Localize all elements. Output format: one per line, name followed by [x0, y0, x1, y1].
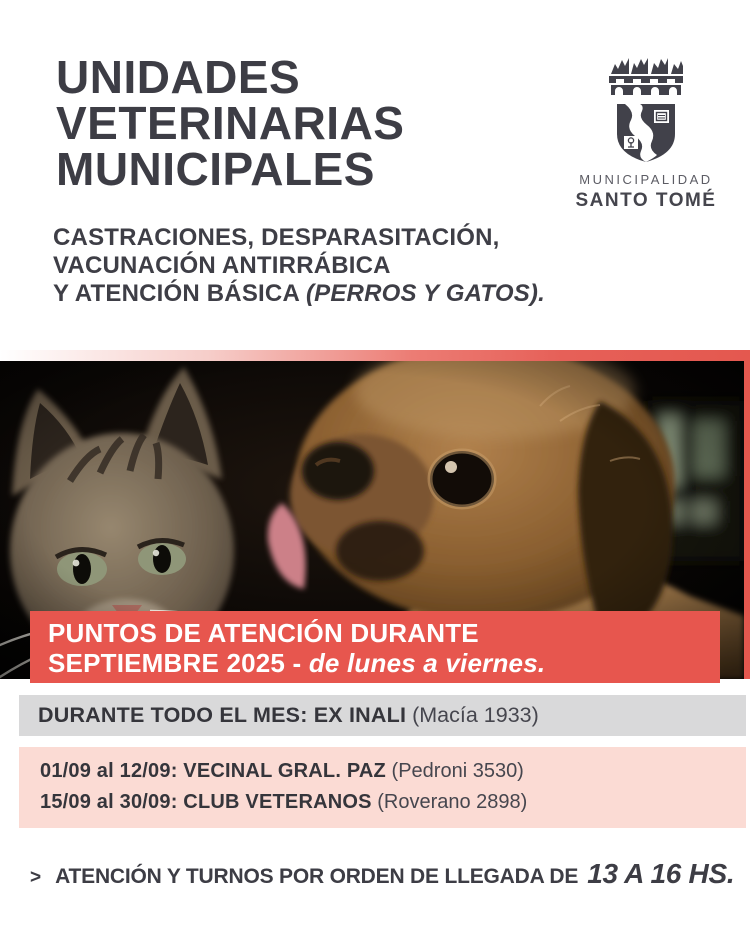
photo-right-red-edge — [744, 350, 750, 679]
shield-emblem-building — [654, 110, 669, 123]
crown-icon — [609, 58, 683, 95]
schedule-row-2: 15/09 al 30/09: CLUB VETERANOS (Roverano 2898) — [40, 791, 528, 813]
schedule-row-1: 01/09 al 12/09: VECINAL GRAL. PAZ (Pedroni 3530) — [40, 760, 524, 782]
title-line-2: VETERINARIAS — [56, 97, 405, 149]
gradient-strip — [0, 350, 750, 361]
banner-weekdays-note: de lunes a viernes. — [308, 648, 546, 678]
footer-note — [30, 858, 735, 890]
banner-line-1: PUNTOS DE ATENCIÓN DURANTE — [48, 618, 479, 648]
subtitle-line-1: CASTRACIONES, DESPARASITACIÓN, — [53, 224, 500, 251]
crown-shield-icon — [597, 52, 695, 164]
title-line-1: UNIDADES — [56, 51, 301, 103]
chevron-right-icon: > — [30, 867, 42, 888]
page-title — [56, 51, 405, 195]
footer-hours: 13 A 16 HS. — [587, 858, 735, 889]
logo-org-name: MUNICIPALIDAD — [579, 172, 713, 187]
schedule-block — [19, 747, 746, 828]
shield-emblem-tree — [624, 136, 638, 149]
month-location-address: (Macía 1933) — [406, 703, 539, 727]
month-location-bold: DURANTE TODO EL MES: EX INALI — [38, 703, 407, 727]
footer-text: ATENCIÓN Y TURNOS POR ORDEN DE LLEGADA DE — [55, 865, 579, 888]
logo-city-name: SANTO TOMÉ — [575, 190, 717, 211]
banner-line-2: SEPTIEMBRE 2025 - de lunes a viernes. — [48, 648, 546, 678]
title-line-3: MUNICIPALES — [56, 143, 375, 195]
attention-points-banner — [30, 611, 720, 683]
subtitle-species-note: (PERROS Y GATOS). — [305, 280, 545, 307]
municipality-logo — [563, 52, 729, 212]
month-location-row — [19, 695, 746, 736]
subtitle-line-2: VACUNACIÓN ANTIRRÁBICA — [53, 252, 391, 279]
subtitle-line-3: Y ATENCIÓN BÁSICA (PERROS Y GATOS). — [53, 280, 545, 307]
services-subtitle — [53, 224, 545, 308]
